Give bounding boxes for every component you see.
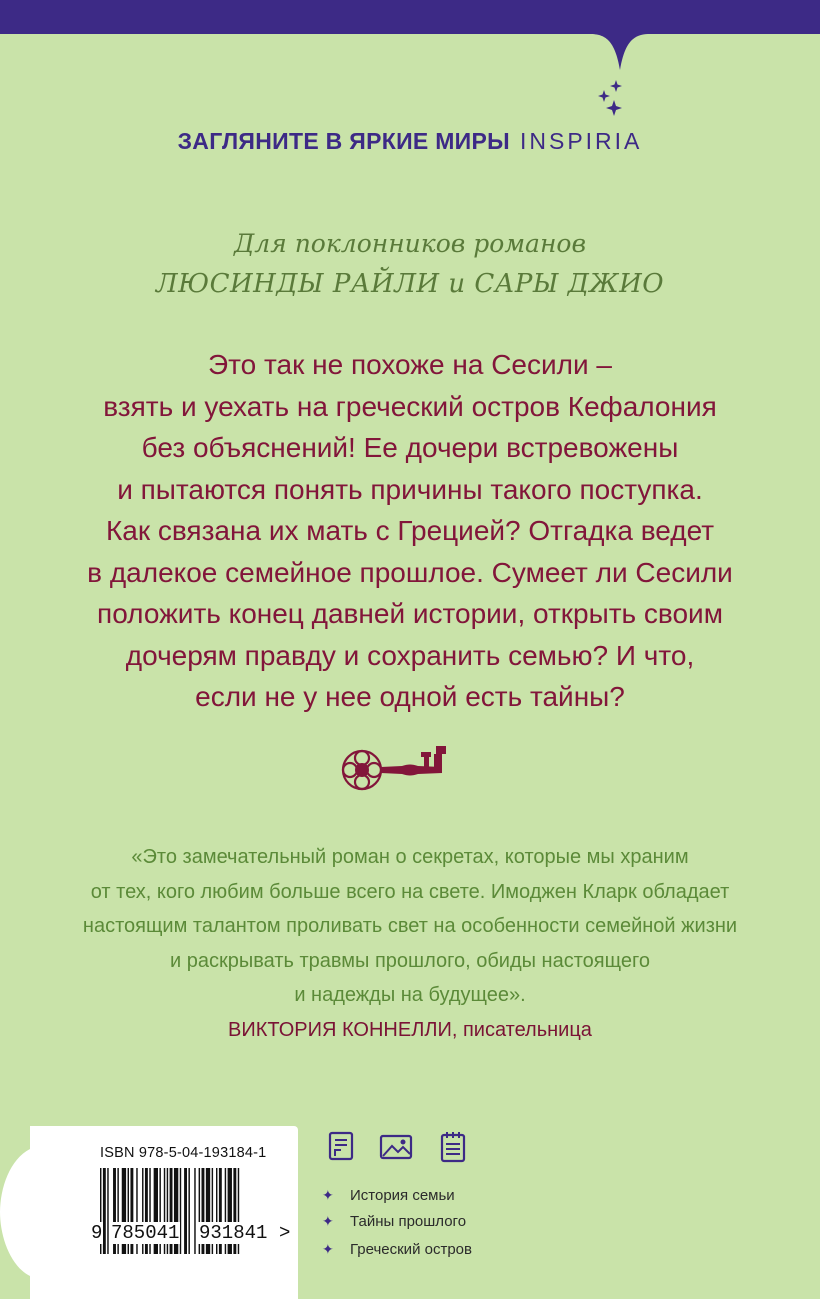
top-band — [0, 0, 820, 34]
blurb-line: положить конец давней истории, открыть своим — [97, 598, 723, 629]
blurb-line: без объяснений! Ее дочери встревожены — [141, 432, 679, 463]
image-icon — [379, 1130, 413, 1164]
blurb-line: Как связана их мать с Грецией? Отгадка ведет — [105, 515, 715, 546]
top-notch-shape — [560, 0, 680, 70]
barcode-digit-lead: 9 — [91, 1222, 103, 1244]
feature-label: Греческий остров — [350, 1241, 472, 1258]
notepad-icon — [436, 1130, 470, 1164]
quote-line: и надежды на будущее». — [294, 984, 526, 1006]
fans-line-1: Для поклонников романов — [233, 229, 587, 258]
barcode-digits — [90, 1222, 290, 1246]
quote-author-role: писательница — [462, 1018, 592, 1041]
series-title-brand: INSPIRIA — [519, 128, 643, 154]
ornate-key-icon — [338, 742, 478, 798]
barcode-digits-right: 931841 — [199, 1222, 268, 1244]
quote-line: настоящим талантом проливать свет на особенности семейной жизни — [82, 915, 738, 937]
fans-note — [0, 224, 820, 304]
book-blurb — [40, 344, 780, 718]
star-bullet-icon: ✦ — [322, 1187, 334, 1203]
blurb-line: в далекое семейное прошлое. Сумеет ли Сесили — [87, 556, 733, 588]
quote-line: и раскрывать травмы прошлого, обиды настоящего — [170, 949, 650, 972]
feature-label: История семьи — [350, 1187, 455, 1204]
blurb-line: и пытаются понять причины такого поступка. — [117, 473, 703, 505]
blurb-line: дочерям правду и сохранить семью? И что, — [125, 639, 695, 671]
quote-line: «Это замечательный роман о секретах, которые мы храним — [131, 846, 689, 868]
quote-author-name: ВИКТОРИЯ КОННЕЛЛИ, — [228, 1018, 458, 1041]
blurb-line: взять и уехать на греческий остров Кефалония — [103, 390, 717, 422]
quote-author — [40, 1013, 780, 1048]
fans-line-2: ЛЮСИНДЫ РАЙЛИ и САРЫ ДЖИО — [155, 269, 665, 299]
quote-line: от тех, кого любим больше всего на свете. Имоджен Кларк обладает — [90, 880, 730, 903]
feature-item — [322, 1211, 466, 1231]
isbn-label: ISBN 978-5-04-193184-1 — [100, 1145, 267, 1161]
star-bullet-icon: ✦ — [322, 1241, 334, 1257]
star-bullet-icon: ✦ — [322, 1213, 334, 1229]
feature-label: Тайны прошлого — [350, 1213, 467, 1230]
feature-item — [322, 1185, 455, 1205]
series-title-bold: ЗАГЛЯНИТЕ В ЯРКИЕ МИРЫ — [177, 128, 510, 154]
blurb-line: если не у нее одной есть тайны? — [195, 681, 625, 712]
series-title — [0, 128, 820, 155]
blurb-line: Это так не похоже на Сесили – — [208, 349, 612, 380]
barcode-quiet-zone-mark: > — [279, 1222, 291, 1244]
book-icon — [324, 1130, 358, 1164]
feature-item — [322, 1239, 472, 1259]
sparkle-stars-icon — [596, 80, 626, 124]
review-quote — [40, 840, 780, 1047]
barcode-digits-left: 785041 — [111, 1222, 180, 1244]
